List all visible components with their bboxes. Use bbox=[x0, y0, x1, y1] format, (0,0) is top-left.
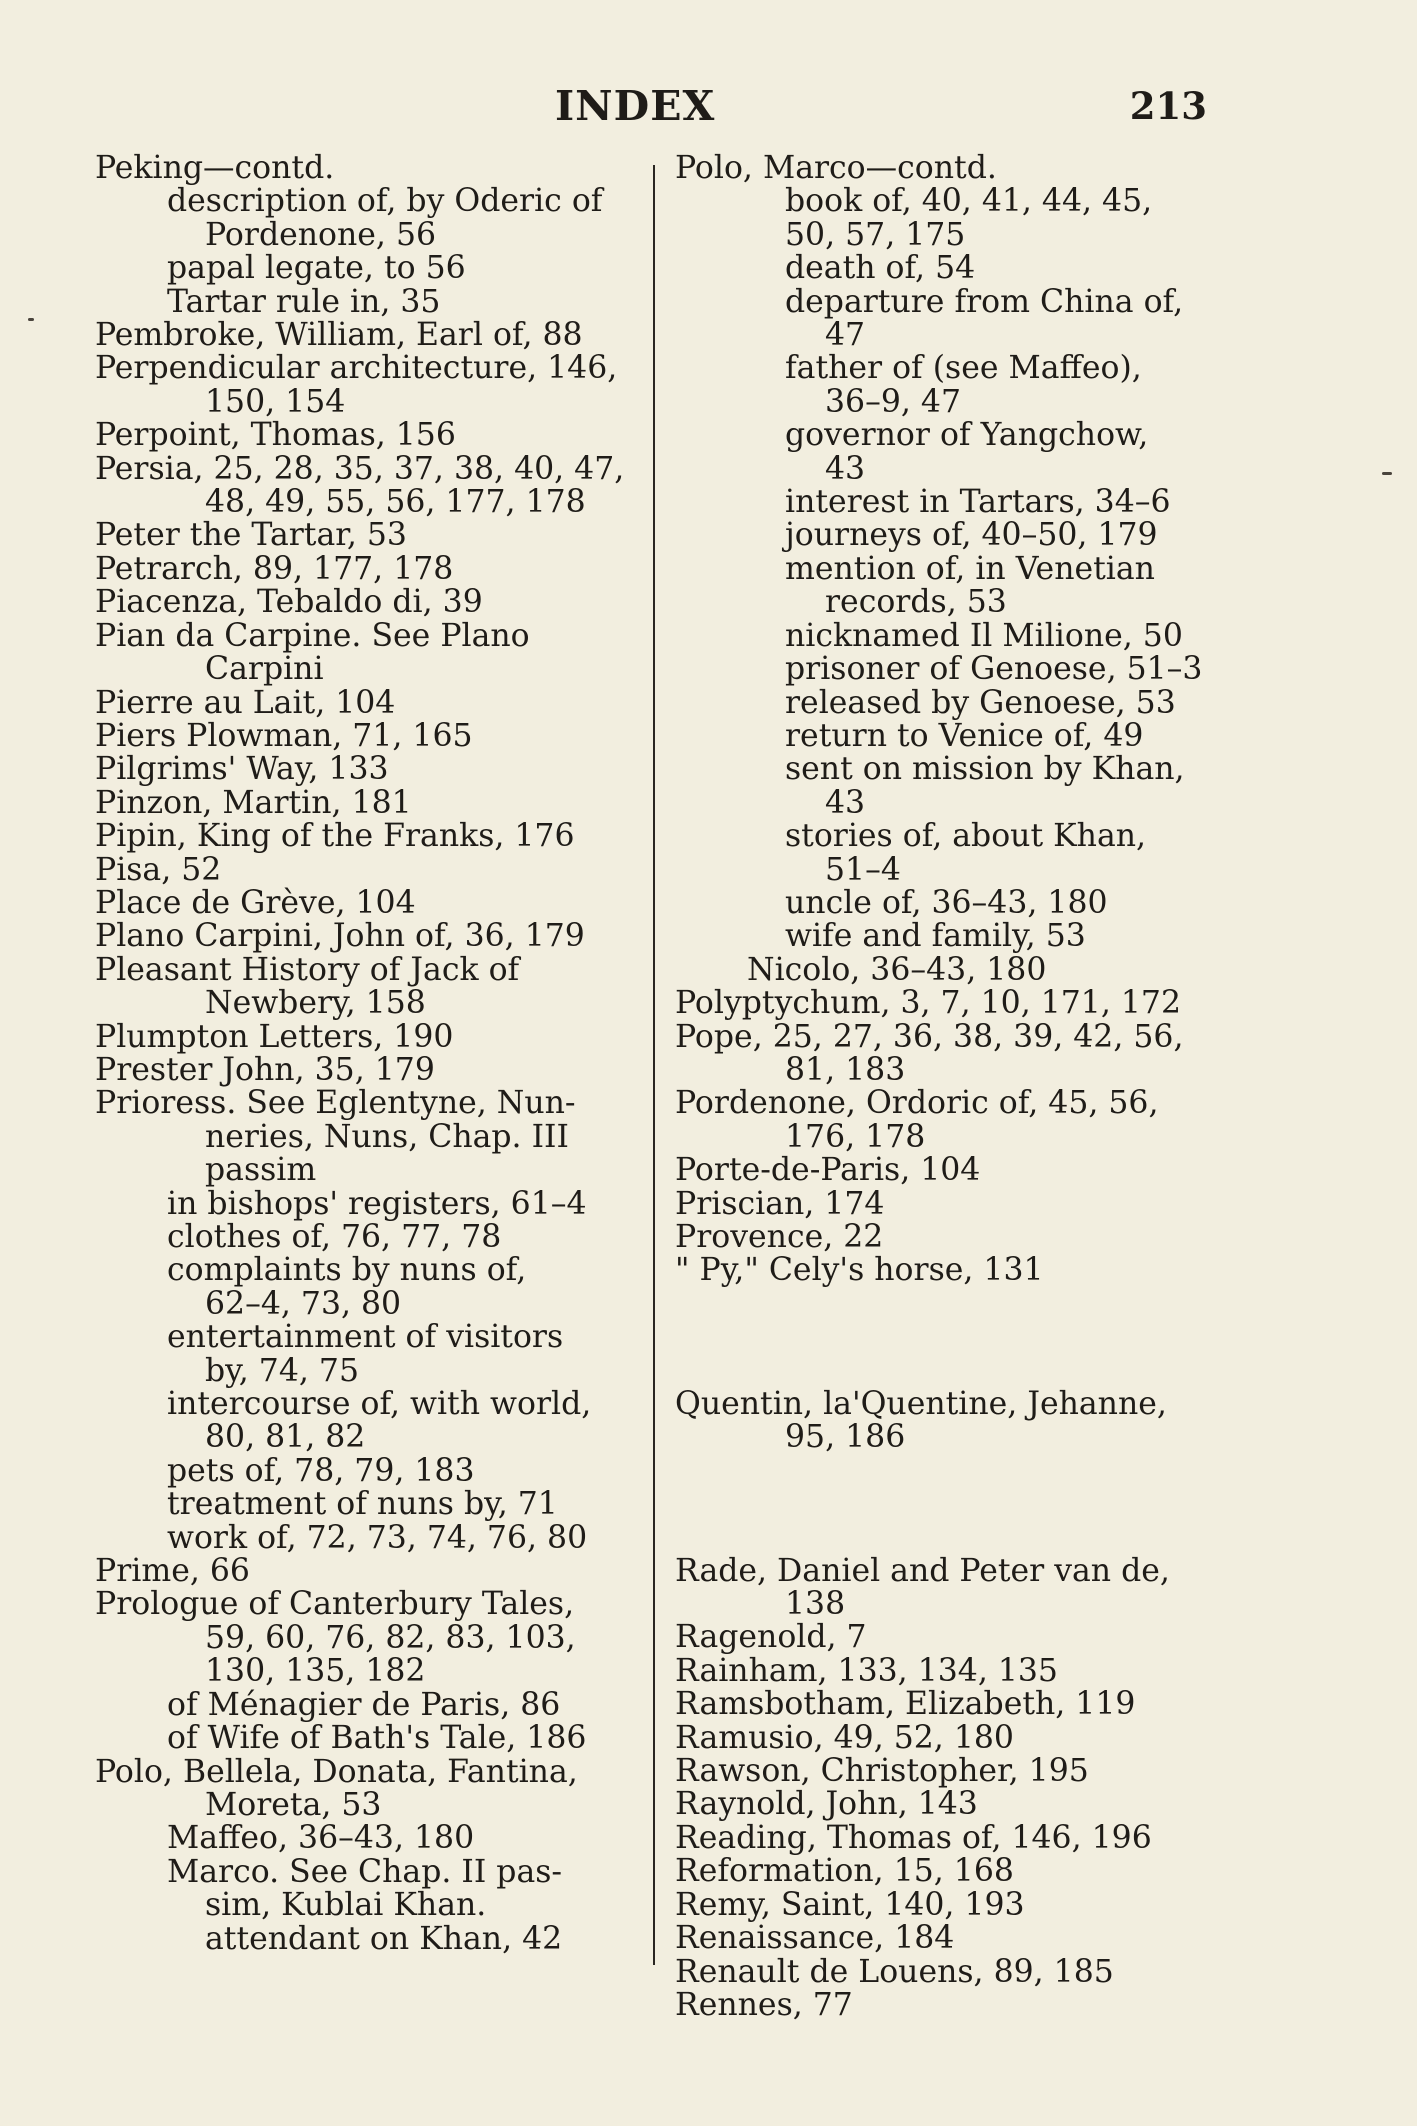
index-subentry: return to Venice of, 49 bbox=[785, 717, 1144, 754]
index-entry: Pisa, 52 bbox=[95, 851, 222, 888]
index-subentry: Newbery, 158 bbox=[205, 985, 426, 1022]
index-subentry: Nicolo, 36–43, 180 bbox=[747, 951, 1047, 988]
index-subentry: prisoner of Genoese, 51–3 bbox=[785, 651, 1203, 688]
index-entry: Ramsbotham, Elizabeth, 119 bbox=[675, 1686, 1136, 1723]
index-entry: Pierre au Lait, 104 bbox=[95, 684, 396, 721]
index-entry: Renault de Louens, 89, 185 bbox=[675, 1953, 1114, 1990]
index-subentry: neries, Nuns, Chap. III bbox=[205, 1118, 569, 1155]
index-subentry: book of, 40, 41, 44, 45, bbox=[785, 183, 1153, 220]
index-subentry: 48, 49, 55, 56, 177, 178 bbox=[205, 484, 586, 521]
index-subentry: intercourse of, with world, bbox=[167, 1386, 592, 1423]
index-subentry: work of, 72, 73, 74, 76, 80 bbox=[167, 1519, 588, 1556]
index-entry: Place de Grève, 104 bbox=[95, 884, 416, 921]
index-subentry: 50, 57, 175 bbox=[785, 216, 966, 253]
index-entry: Reformation, 15, 168 bbox=[675, 1853, 1014, 1890]
index-subentry: treatment of nuns by, 71 bbox=[167, 1486, 558, 1523]
index-entry: Porte-de-Paris, 104 bbox=[675, 1152, 981, 1189]
index-entry: Piers Plowman, 71, 165 bbox=[95, 717, 473, 754]
index-entry: Plumpton Letters, 190 bbox=[95, 1018, 454, 1055]
index-subentry: 59, 60, 76, 82, 83, 103, bbox=[205, 1619, 576, 1656]
index-subentry: Maffeo, 36–43, 180 bbox=[167, 1820, 475, 1857]
index-entry: Perpendicular architecture, 146, bbox=[95, 350, 618, 387]
index-subentry: of Wife of Bath's Tale, 186 bbox=[167, 1720, 587, 1757]
index-gap bbox=[675, 1288, 1210, 1388]
index-subentry: nicknamed Il Milione, 50 bbox=[785, 617, 1183, 654]
index-subentry: stories of, about Khan, bbox=[785, 818, 1147, 855]
index-subentry: clothes of, 76, 77, 78 bbox=[167, 1219, 502, 1255]
index-entry: Ramusio, 49, 52, 180 bbox=[675, 1719, 1014, 1756]
index-subentry: wife and family, 53 bbox=[785, 918, 1086, 955]
index-subentry: 95, 186 bbox=[785, 1419, 906, 1456]
index-subentry: 43 bbox=[825, 450, 866, 487]
index-column-right bbox=[675, 152, 1210, 2022]
index-subentry: 80, 81, 82 bbox=[205, 1419, 366, 1456]
index-subentry: sent on mission by Khan, bbox=[785, 751, 1185, 788]
index-subentry: Carpini bbox=[205, 651, 324, 688]
index-entry: Pian da Carpine. See Plano bbox=[95, 617, 530, 654]
index-subentry: sim, Kublai Khan. bbox=[205, 1887, 487, 1924]
index-entry: Rennes, 77 bbox=[675, 1986, 853, 2023]
index-subentry: uncle of, 36–43, 180 bbox=[785, 884, 1108, 921]
index-entry: Persia, 25, 28, 35, 37, 38, 40, 47, bbox=[95, 450, 625, 487]
index-subentry: 51–4 bbox=[825, 851, 901, 888]
index-entry: Rawson, Christopher, 195 bbox=[675, 1753, 1089, 1790]
index-entry: Polo, Marco—contd. bbox=[675, 150, 997, 186]
index-entry: Peking—contd. bbox=[95, 150, 335, 186]
index-entry: Reading, Thomas of, 146, 196 bbox=[675, 1819, 1152, 1856]
index-subentry: records, 53 bbox=[825, 584, 1007, 621]
index-subentry: 176, 178 bbox=[785, 1118, 926, 1155]
index-subentry: pets of, 78, 79, 183 bbox=[167, 1452, 475, 1489]
index-subentry: 138 bbox=[785, 1586, 846, 1623]
index-subentry: by, 74, 75 bbox=[205, 1352, 359, 1389]
index-subentry: description of, by Oderic of bbox=[167, 183, 603, 220]
index-entry: " Py," Cely's horse, 131 bbox=[675, 1252, 1044, 1289]
index-subentry: 150, 154 bbox=[205, 383, 346, 420]
index-entry: Peter the Tartar, 53 bbox=[95, 517, 407, 554]
index-subentry: journeys of, 40–50, 179 bbox=[785, 517, 1158, 554]
index-subentry: papal legate, to 56 bbox=[167, 250, 466, 287]
index-subentry: of Ménagier de Paris, 86 bbox=[167, 1686, 561, 1723]
index-subentry: Marco. See Chap. II pas- bbox=[167, 1853, 563, 1890]
index-entry: Piacenza, Tebaldo di, 39 bbox=[95, 584, 483, 621]
index-entry: Provence, 22 bbox=[675, 1219, 884, 1255]
index-subentry: 43 bbox=[825, 784, 866, 821]
index-entry: Pordenone, Ordoric of, 45, 56, bbox=[675, 1085, 1159, 1122]
index-subentry: Tartar rule in, 35 bbox=[167, 283, 441, 320]
index-entry: Perpoint, Thomas, 156 bbox=[95, 417, 456, 454]
index-subentry: 62–4, 73, 80 bbox=[205, 1285, 402, 1322]
index-subentry: 130, 135, 182 bbox=[205, 1653, 426, 1690]
index-entry: Pinzon, Martin, 181 bbox=[95, 784, 412, 821]
index-entry: Prologue of Canterbury Tales, bbox=[95, 1586, 575, 1623]
index-entry: Remy, Saint, 140, 193 bbox=[675, 1886, 1025, 1923]
index-entry: Polo, Bellela, Donata, Fantina, bbox=[95, 1753, 578, 1790]
paper-speck bbox=[1382, 472, 1392, 475]
index-entry: Pembroke, William, Earl of, 88 bbox=[95, 317, 583, 354]
column-divider bbox=[653, 165, 655, 1965]
paper-speck bbox=[28, 318, 34, 321]
index-entry: Renaissance, 184 bbox=[675, 1920, 955, 1957]
index-subentry: released by Genoese, 53 bbox=[785, 684, 1176, 721]
index-subentry: 36–9, 47 bbox=[825, 383, 961, 420]
index-subentry: 81, 183 bbox=[785, 1051, 906, 1088]
index-entry: Pilgrims' Way, 133 bbox=[95, 751, 389, 788]
page-title: INDEX bbox=[555, 82, 716, 130]
index-entry: Rainham, 133, 134, 135 bbox=[675, 1652, 1058, 1689]
index-entry: Rade, Daniel and Peter van de, bbox=[675, 1552, 1170, 1589]
index-subentry: mention of, in Venetian bbox=[785, 550, 1155, 587]
index-entry: Polyptychum, 3, 7, 10, 171, 172 bbox=[675, 985, 1181, 1022]
index-entry: Priscian, 174 bbox=[675, 1185, 885, 1222]
index-subentry: in bishops' registers, 61–4 bbox=[167, 1185, 587, 1222]
index-subentry: departure from China of, bbox=[785, 283, 1184, 320]
index-entry: Prioress. See Eglentyne, Nun- bbox=[95, 1085, 576, 1122]
index-entry: Pope, 25, 27, 36, 38, 39, 42, 56, bbox=[675, 1018, 1184, 1055]
index-entry: Prester John, 35, 179 bbox=[95, 1051, 435, 1088]
index-column-left bbox=[95, 152, 630, 1956]
index-subentry: death of, 54 bbox=[785, 250, 976, 287]
index-entry: Raynold, John, 143 bbox=[675, 1786, 978, 1823]
index-subentry: attendant on Khan, 42 bbox=[205, 1920, 563, 1957]
index-entry: Quentin, la'Quentine, Jehanne, bbox=[675, 1385, 1167, 1422]
index-entry: Prime, 66 bbox=[95, 1553, 250, 1590]
index-subentry: passim bbox=[205, 1152, 317, 1189]
index-gap bbox=[675, 1455, 1210, 1555]
index-entry: Pleasant History of Jack of bbox=[95, 951, 520, 988]
index-subentry: governor of Yangchow, bbox=[785, 417, 1149, 454]
index-entry: Petrarch, 89, 177, 178 bbox=[95, 550, 454, 587]
index-entry: Ragenold, 7 bbox=[675, 1619, 867, 1656]
index-subentry: Moreta, 53 bbox=[205, 1786, 382, 1823]
index-entry: Plano Carpini, John of, 36, 179 bbox=[95, 918, 585, 955]
index-subentry: complaints by nuns of, bbox=[167, 1252, 527, 1289]
index-entry: Pipin, King of the Franks, 176 bbox=[95, 818, 575, 855]
page-number: 213 bbox=[1129, 84, 1207, 128]
index-subentry: entertainment of visitors bbox=[167, 1319, 564, 1356]
index-subentry: father of (see Maffeo), bbox=[785, 350, 1142, 387]
index-subentry: interest in Tartars, 34–6 bbox=[785, 484, 1171, 521]
index-subentry: 47 bbox=[825, 317, 866, 354]
index-subentry: Pordenone, 56 bbox=[205, 216, 437, 253]
